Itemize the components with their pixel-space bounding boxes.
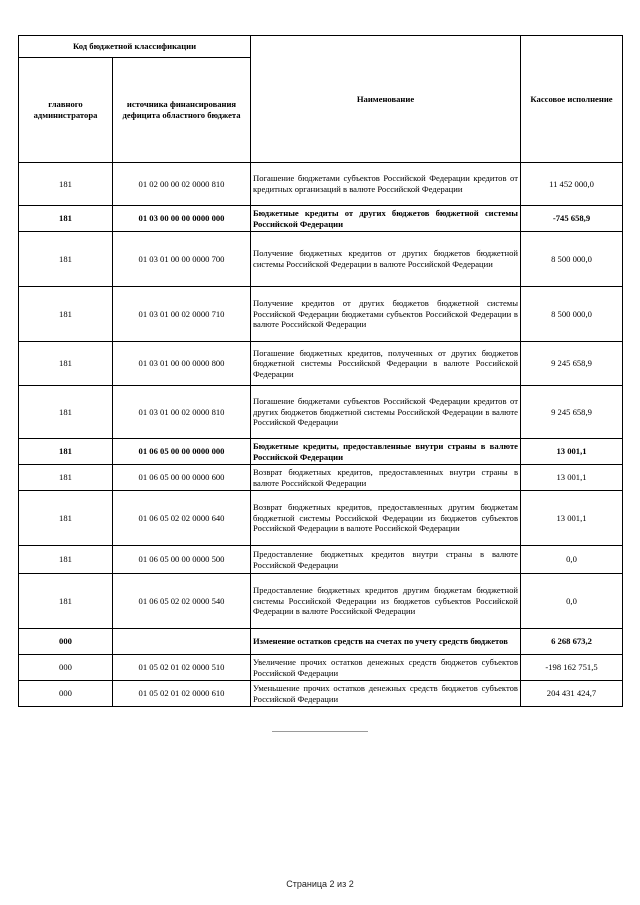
source-code: 01 03 00 00 00 0000 000 [113, 206, 251, 232]
table-row [19, 546, 623, 574]
source-code: 01 06 05 00 00 0000 600 [113, 465, 251, 491]
admin-code: 000 [19, 681, 113, 707]
source-code: 01 05 02 01 02 0000 610 [113, 681, 251, 707]
table-row [19, 629, 623, 655]
admin-code: 000 [19, 629, 113, 655]
budget-sources-table [18, 35, 623, 707]
admin-code: 000 [19, 655, 113, 681]
row-amount: 8 500 000,0 [521, 287, 623, 342]
header-financing-source: источника финансирования дефицита областного бюджета [113, 58, 251, 163]
row-name: Бюджетные кредиты от других бюджетов бюджетной системы Российской Федерации [251, 206, 521, 232]
header-cash-execution: Кассовое исполнение [521, 36, 623, 163]
row-name: Погашение бюджетных кредитов, полученных от других бюджетов бюджетной системы Российской Федерации в валюте Российской Федерации [251, 342, 521, 386]
row-name: Изменение остатков средств на счетах по учету средств бюджетов [251, 629, 521, 655]
table-row [19, 386, 623, 439]
table-row [19, 681, 623, 707]
row-name: Уменьшение прочих остатков денежных средств бюджетов субъектов Российской Федерации [251, 681, 521, 707]
end-of-table-divider [272, 731, 368, 732]
source-code: 01 06 05 00 00 0000 500 [113, 546, 251, 574]
row-amount: 8 500 000,0 [521, 232, 623, 287]
row-amount: 9 245 658,9 [521, 342, 623, 386]
table-row [19, 574, 623, 629]
row-name: Предоставление бюджетных кредитов другим бюджетам бюджетной системы Российской Федерации из бюджетов субъектов Российской Федерации в валюте Российской Федерации [251, 574, 521, 629]
table-row [19, 206, 623, 232]
admin-code: 181 [19, 386, 113, 439]
admin-code: 181 [19, 206, 113, 232]
source-code: 01 03 01 00 02 0000 710 [113, 287, 251, 342]
admin-code: 181 [19, 439, 113, 465]
row-amount: 9 245 658,9 [521, 386, 623, 439]
admin-code: 181 [19, 163, 113, 206]
source-code: 01 03 01 00 02 0000 810 [113, 386, 251, 439]
source-code: 01 06 05 02 02 0000 540 [113, 574, 251, 629]
row-name: Бюджетные кредиты, предоставленные внутри страны в валюте Российской Федерации [251, 439, 521, 465]
table-row [19, 342, 623, 386]
row-amount: -198 162 751,5 [521, 655, 623, 681]
row-amount: 6 268 673,2 [521, 629, 623, 655]
table-row [19, 465, 623, 491]
admin-code: 181 [19, 232, 113, 287]
admin-code: 181 [19, 491, 113, 546]
source-code: 01 05 02 01 02 0000 510 [113, 655, 251, 681]
row-amount: -745 658,9 [521, 206, 623, 232]
row-amount: 13 001,1 [521, 491, 623, 546]
source-code: 01 06 05 00 00 0000 000 [113, 439, 251, 465]
row-amount: 13 001,1 [521, 465, 623, 491]
source-code: 01 02 00 00 02 0000 810 [113, 163, 251, 206]
row-amount: 11 452 000,0 [521, 163, 623, 206]
admin-code: 181 [19, 465, 113, 491]
row-name: Предоставление бюджетных кредитов внутри страны в валюте Российской Федерации [251, 546, 521, 574]
table-row [19, 655, 623, 681]
header-classification-code: Код бюджетной классификации [19, 36, 251, 58]
row-name: Погашение бюджетами субъектов Российской Федерации кредитов от кредитных организаций в валюте Российской Федерации [251, 163, 521, 206]
row-amount: 0,0 [521, 574, 623, 629]
admin-code: 181 [19, 546, 113, 574]
row-name: Возврат бюджетных кредитов, предоставленных внутри страны в валюте Российской Федерации [251, 465, 521, 491]
row-name: Возврат бюджетных кредитов, предоставленных другим бюджетам бюджетной системы Российской Федерации из бюджетов субъектов Российской Федерации в валюте Российской Федерации [251, 491, 521, 546]
row-amount: 0,0 [521, 546, 623, 574]
table-row [19, 232, 623, 287]
table-row [19, 439, 623, 465]
row-amount: 204 431 424,7 [521, 681, 623, 707]
admin-code: 181 [19, 342, 113, 386]
header-main-administrator: главного администратора [19, 58, 113, 163]
table-row [19, 491, 623, 546]
admin-code: 181 [19, 287, 113, 342]
admin-code: 181 [19, 574, 113, 629]
table-row [19, 163, 623, 206]
row-amount: 13 001,1 [521, 439, 623, 465]
source-code: 01 06 05 02 02 0000 640 [113, 491, 251, 546]
source-code: 01 03 01 00 00 0000 800 [113, 342, 251, 386]
row-name: Получение бюджетных кредитов от других бюджетов бюджетной системы Российской Федерации в валюте Российской Федерации [251, 232, 521, 287]
source-code [113, 629, 251, 655]
table-row [19, 287, 623, 342]
row-name: Получение кредитов от других бюджетов бюджетной системы Российской Федерации бюджетами субъектов Российской Федерации в валюте Российской Федерации [251, 287, 521, 342]
row-name: Погашение бюджетами субъектов Российской Федерации кредитов от других бюджетов бюджетной системы Российской Федерации в валюте Российской Федерации [251, 386, 521, 439]
source-code: 01 03 01 00 00 0000 700 [113, 232, 251, 287]
header-name: Наименование [251, 36, 521, 163]
page-number: Страница 2 из 2 [286, 879, 354, 889]
row-name: Увеличение прочих остатков денежных средств бюджетов субъектов Российской Федерации [251, 655, 521, 681]
